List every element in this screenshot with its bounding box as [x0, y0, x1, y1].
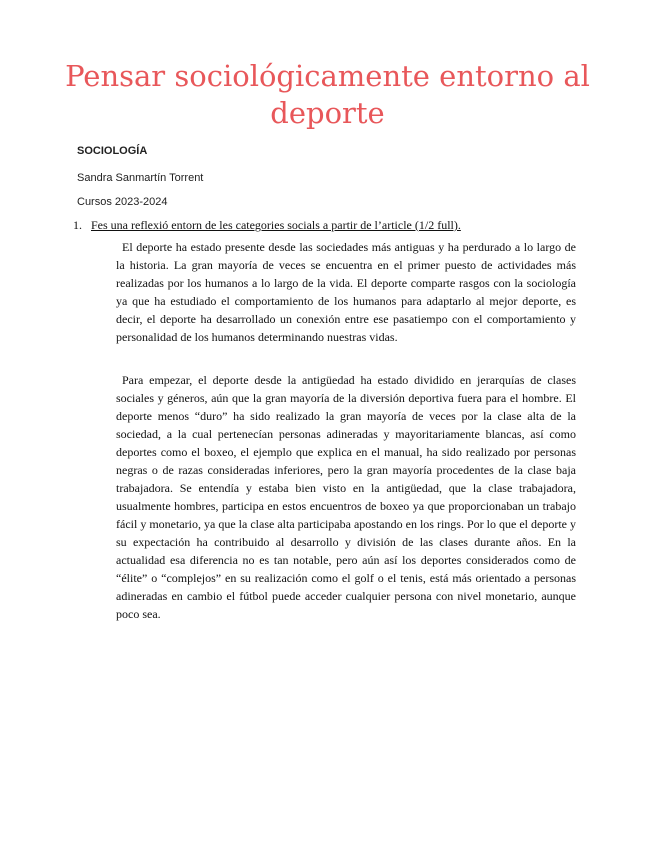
question-text: Fes una reflexió entorn de les categories socials a partir de l’article (1/2 full).	[91, 218, 461, 232]
body-paragraph-1: El deporte ha estado presente desde las sociedades más antiguas y ha perdurado a lo largo de la historia. La gran mayoría de veces se encuentra en el primer puesto de actividades más realizadas por los humanos a lo largo de la vida. El deporte comparte rasgos con la sociología ya que ha estudiado el comportamiento de los humanos para adaptarlo al mejor deporte, es decir, el deporte ha desarrollado un conexión entre ese pasatiempo con el comportamiento y personalidad de los humanos determinando nuestras vidas.	[116, 240, 576, 344]
author-name: Sandra Sanmartín Torrent	[77, 172, 204, 184]
document-title: Pensar sociológicamente entorno al deporte	[65, 59, 590, 130]
subject-label: SOCIOLOGÍA	[77, 145, 148, 157]
course-year: Cursos 2023-2024	[77, 196, 168, 208]
question-number: 1.	[73, 218, 82, 232]
question-item	[73, 218, 573, 233]
body-paragraph-2: Para empezar, el deporte desde la antigüedad ha estado dividido en jerarquías de clases sociales y géneros, aún que la gran mayoría de la diversión deportiva fuera para el hombre. El deporte menos “duro” ha sido realizado la gran mayoría de veces por la clase alta de la sociedad, a la cual pertenecían personas adineradas y mayoritariamente blancas, así como deportes como el boxeo, el ejemplo que explica en el manual, ha sido realizado por personas negras o de razas consideradas inferiores, pero la gran mayoría procedentes de la clase baja trabajadora. Se entendía y estaba bien visto en la antigüedad, que la clase trabajadora, usualmente hombres, participa en estos encuentros de boxeo ya que proporcionaban un trabajo fácil y monetario, ya que la clase alta participaba apostando en los rings. Por lo que el deporte y su expectación ha contribuido al desarrollo y división de las clases durante años. En la actualidad esa diferencia no es tan notable, pero aún así los deportes considerados como de “élite” o “complejos” en su realización como el golf o el tenis, está más orientado a personas adineradas en cambio el fútbol puede acceder cualquier persona con nivel monetario, aunque poco sea.	[116, 373, 576, 621]
